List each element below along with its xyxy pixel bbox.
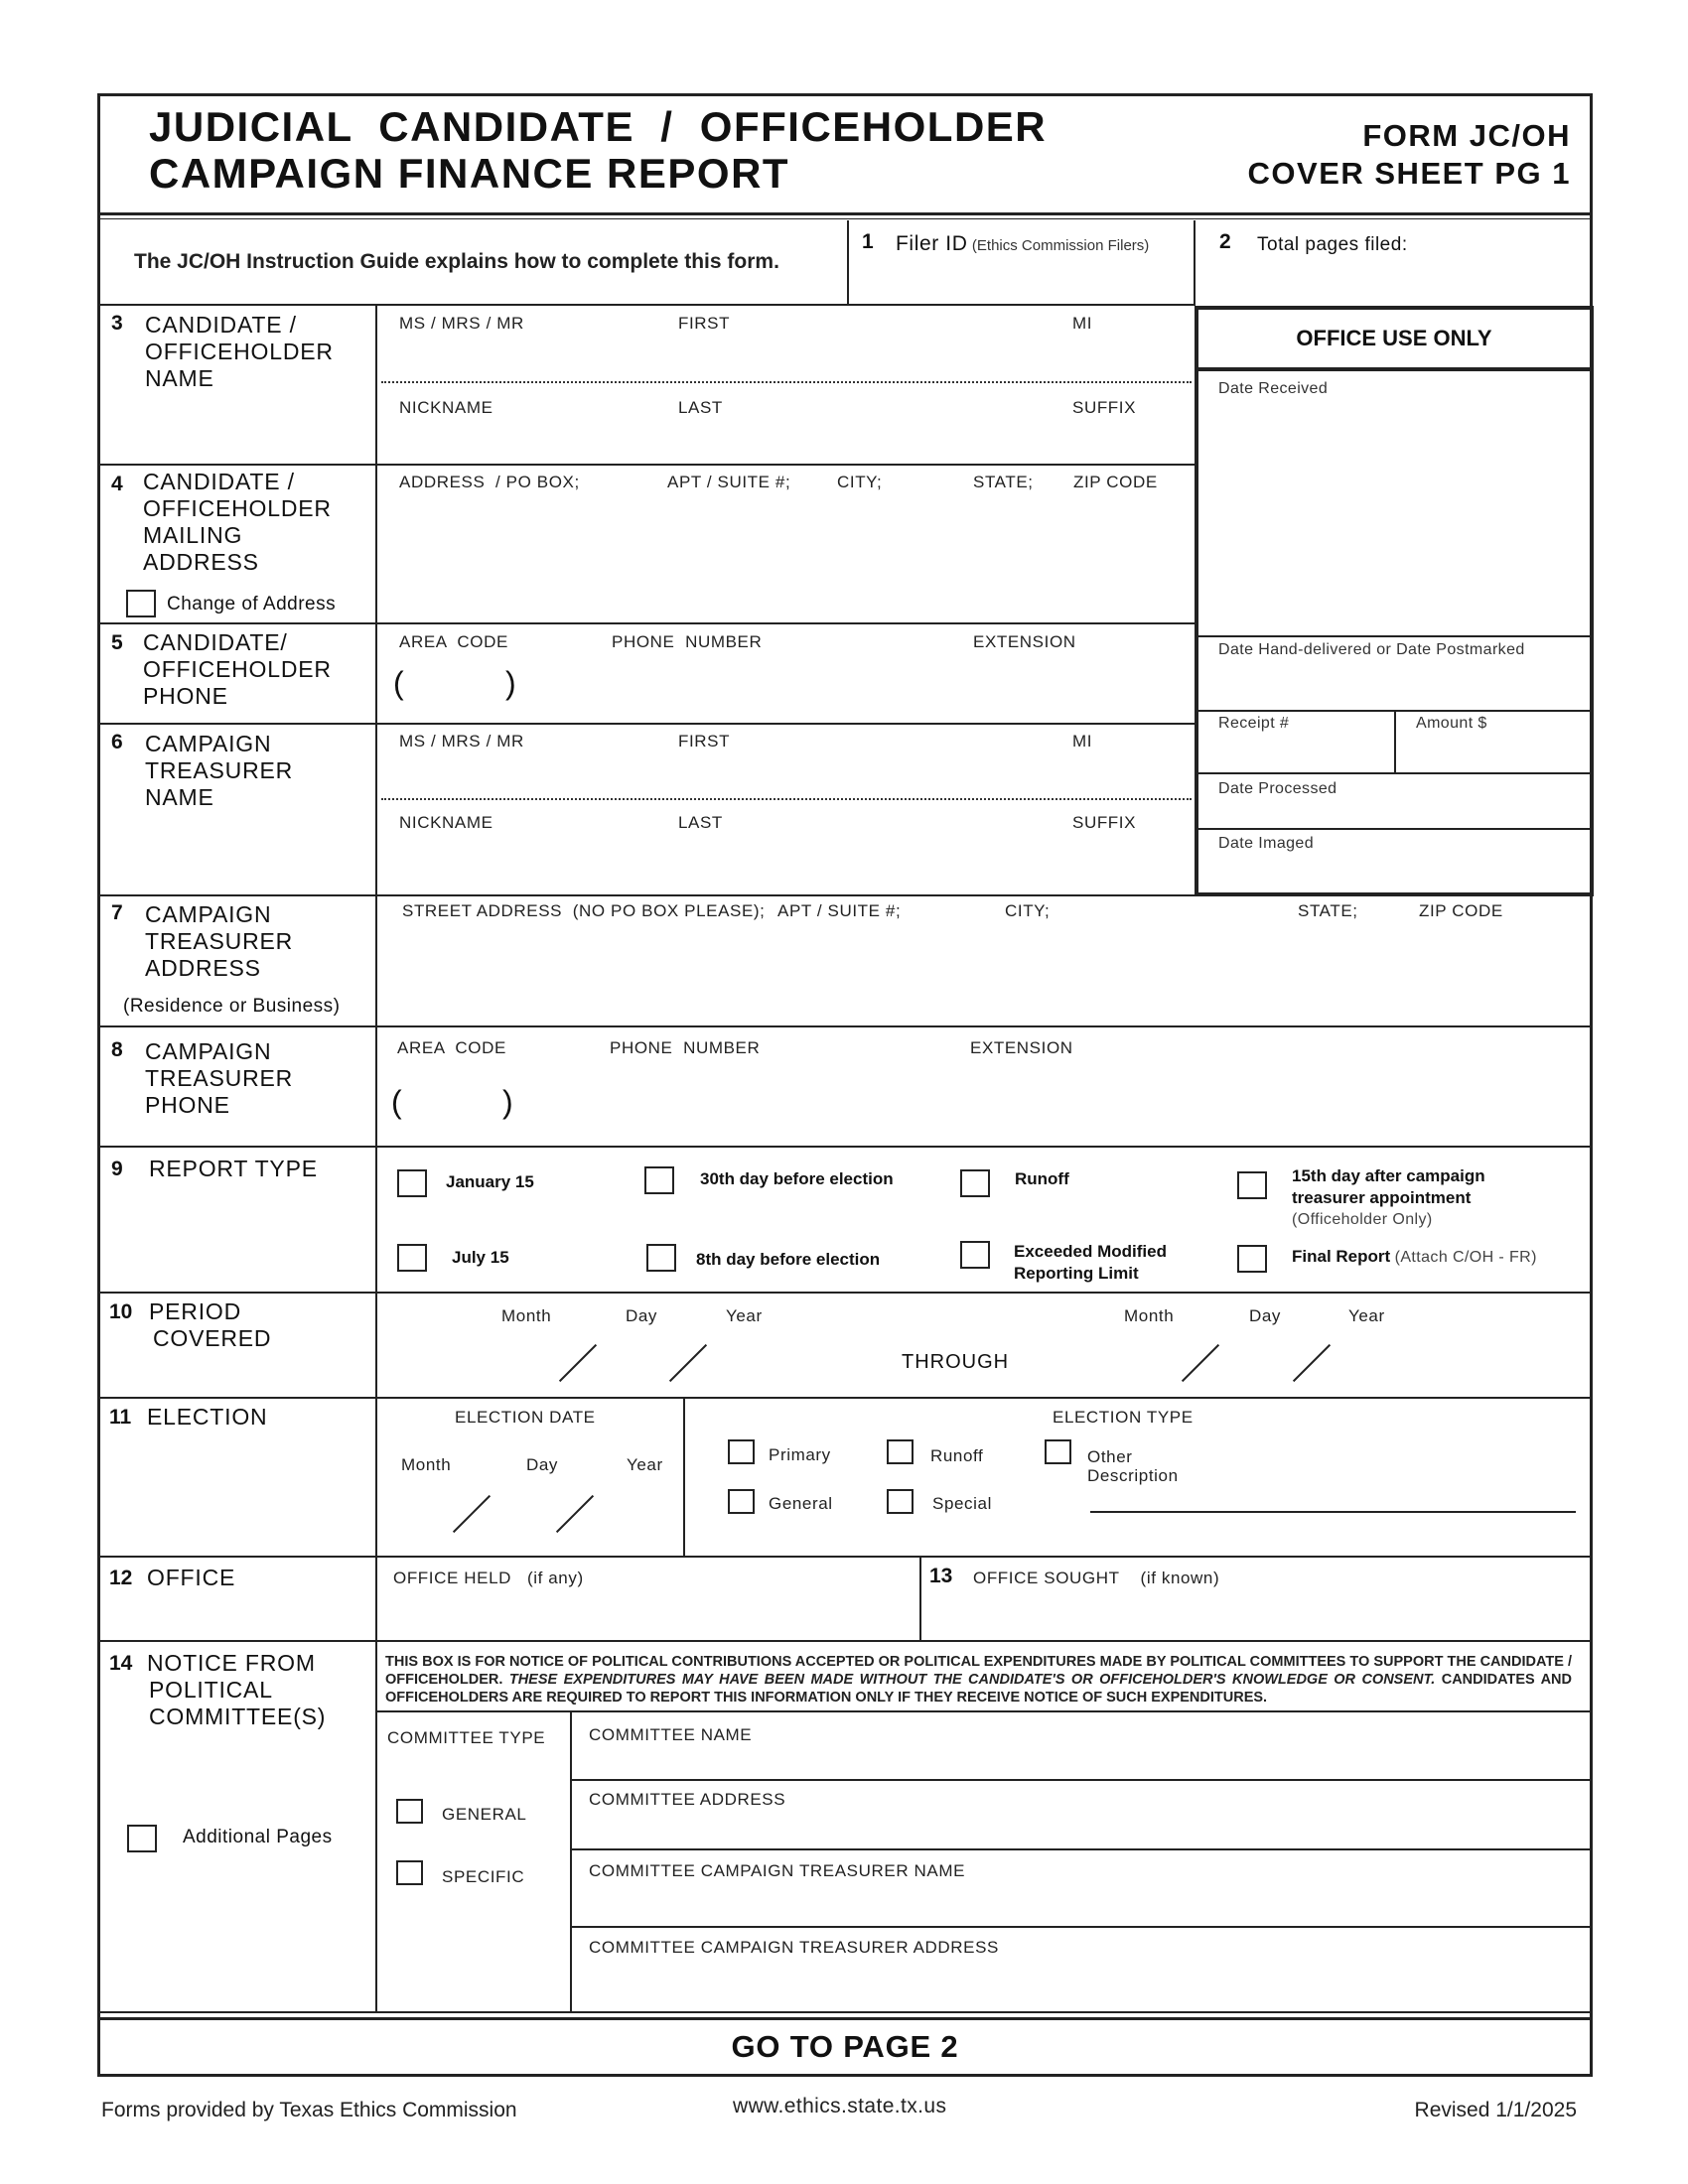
filer-id-field[interactable]: [860, 260, 1184, 300]
s6-suffix-label: SUFFIX: [1072, 813, 1137, 832]
section-13-number: 13: [929, 1565, 953, 1587]
section-5-number: 5: [111, 631, 123, 654]
election-date-title: ELECTION DATE: [455, 1408, 596, 1427]
exceeded-modified-limit-checkbox[interactable]: [960, 1241, 990, 1269]
committee-treasurer-address-label: COMMITTEE CAMPAIGN TREASURER ADDRESS: [589, 1938, 999, 1957]
total-pages-field[interactable]: [1400, 230, 1579, 280]
form-id-line-2: COVER SHEET PG 1: [1247, 156, 1571, 191]
election-year-label: Year: [627, 1455, 663, 1474]
july-15-label: July 15: [452, 1248, 509, 1267]
instruction-guide-text: The JC/OH Instruction Guide explains how to complete this form.: [134, 250, 779, 273]
15th-day-after-treasurer-label: 15th day after campaign treasurer appointment (Officeholder Only): [1292, 1166, 1485, 1228]
15th-day-after-treasurer-checkbox[interactable]: [1237, 1171, 1267, 1199]
date-imaged-label: Date Imaged: [1218, 835, 1315, 852]
s3-prefix-label: MS / MRS / MR: [399, 314, 524, 333]
s8-phone-number-label: PHONE NUMBER: [610, 1038, 761, 1057]
s6-last-label: LAST: [678, 813, 723, 832]
s8-area-code-label: AREA CODE: [397, 1038, 506, 1057]
section-8-label: CAMPAIGN TREASURER PHONE: [145, 1038, 294, 1118]
period-from-date-field[interactable]: [467, 1330, 794, 1380]
section-14-number: 14: [109, 1652, 133, 1675]
committee-name-field[interactable]: [586, 1747, 1579, 1777]
section-12-number: 12: [109, 1567, 133, 1589]
8th-day-before-election-label: 8th day before election: [696, 1250, 881, 1269]
period-from-day-label: Day: [626, 1306, 658, 1325]
committee-treasurer-name-label: COMMITTEE CAMPAIGN TREASURER NAME: [589, 1861, 966, 1880]
runoff-report-checkbox[interactable]: [960, 1169, 990, 1197]
runoff-election-checkbox[interactable]: [887, 1439, 914, 1464]
committee-address-label: COMMITTEE ADDRESS: [589, 1790, 786, 1809]
s5-phone-number-label: PHONE NUMBER: [612, 632, 763, 651]
field-2-number: 2: [1219, 230, 1231, 253]
s7-city-label: CITY;: [1005, 901, 1051, 920]
period-to-date-field[interactable]: [1092, 1330, 1420, 1380]
s3-nickname-label: NICKNAME: [399, 398, 493, 417]
s6-nickname-label: NICKNAME: [399, 813, 493, 832]
office-held-field[interactable]: [389, 1592, 914, 1640]
filer-id-label: Filer ID (Ethics Commission Filers): [896, 232, 1150, 255]
treasurer-name-first-line-field[interactable]: [387, 754, 1188, 794]
exceeded-modified-limit-label: Exceeded Modified Reporting Limit: [1014, 1242, 1167, 1283]
other-description-label: Other Description: [1087, 1447, 1179, 1485]
election-month-label: Month: [401, 1455, 452, 1474]
treasurer-phone-field[interactable]: [407, 1070, 1579, 1140]
s4-city-label: CITY;: [837, 473, 883, 491]
committee-treasurer-address-field[interactable]: [586, 1962, 1579, 2007]
period-from-month-label: Month: [501, 1306, 552, 1325]
section-8-number: 8: [111, 1038, 123, 1061]
s6-mi-label: MI: [1072, 732, 1093, 751]
date-processed-label: Date Processed: [1218, 780, 1337, 797]
s3-last-label: LAST: [678, 398, 723, 417]
other-description-field[interactable]: [1090, 1479, 1576, 1511]
section-7-label: CAMPAIGN TREASURER ADDRESS: [145, 901, 294, 981]
s4-apt-label: APT / SUITE #;: [667, 473, 791, 491]
july-15-checkbox[interactable]: [397, 1244, 427, 1272]
s3-first-label: FIRST: [678, 314, 731, 333]
other-election-checkbox[interactable]: [1045, 1439, 1071, 1464]
treasurer-address-field[interactable]: [387, 927, 1579, 1021]
section-7-number: 7: [111, 901, 123, 924]
runoff-election-label: Runoff: [930, 1446, 984, 1465]
s5-area-code-label: AREA CODE: [399, 632, 508, 651]
s4-address-label: ADDRESS / PO BOX;: [399, 473, 580, 491]
election-date-field[interactable]: [397, 1483, 675, 1535]
8th-day-before-election-checkbox[interactable]: [646, 1244, 676, 1272]
candidate-mailing-address-field[interactable]: [387, 498, 1188, 617]
final-report-checkbox[interactable]: [1237, 1245, 1267, 1273]
s7-residence-note: (Residence or Business): [123, 996, 341, 1017]
date-received-label: Date Received: [1218, 380, 1329, 397]
election-day-label: Day: [526, 1455, 559, 1474]
committee-name-label: COMMITTEE NAME: [589, 1725, 753, 1744]
specific-committee-label: SPECIFIC: [442, 1867, 525, 1886]
receipt-label: Receipt #: [1218, 715, 1290, 732]
january-15-checkbox[interactable]: [397, 1169, 427, 1197]
s6-prefix-label: MS / MRS / MR: [399, 732, 524, 751]
section-5-label: CANDIDATE/ OFFICEHOLDER PHONE: [143, 629, 332, 709]
primary-checkbox[interactable]: [728, 1439, 755, 1464]
form-id: [1248, 117, 1571, 193]
candidate-phone-field[interactable]: [407, 661, 1188, 713]
specific-committee-checkbox[interactable]: [396, 1860, 423, 1885]
committee-address-field[interactable]: [586, 1813, 1579, 1846]
runoff-report-label: Runoff: [1015, 1169, 1069, 1188]
section-3-label: CANDIDATE / OFFICEHOLDER NAME: [145, 312, 334, 391]
political-committee-notice: THIS BOX IS FOR NOTICE OF POLITICAL CONTRIBUTIONS ACCEPTED OR POLITICAL EXPENDITURES MADE BY POLITICAL COMMITTEES TO SUPPORT THE CANDIDATE / OFFICEHOLDER. THESE EXPENDITURES MAY HAVE BEEN MADE WITHOUT THE CANDIDATE'S OR OFFICEHOLDER'S KNOWLEDGE OR CONSENT. CANDIDATES AND OFFICEHOLDERS ARE REQUIRED TO REPORT THIS INFORMATION ONLY IF THEY RECEIVE NOTICE OF SUCH EXPENDITURES.: [385, 1654, 1572, 1706]
total-pages-label: Total pages filed:: [1257, 234, 1408, 255]
s4-zip-label: ZIP CODE: [1073, 473, 1158, 491]
s8-paren-open: (: [391, 1084, 402, 1120]
footer-provider: Forms provided by Texas Ethics Commission: [101, 2099, 517, 2121]
additional-pages-checkbox[interactable]: [127, 1825, 157, 1852]
s3-mi-label: MI: [1072, 314, 1093, 333]
special-election-label: Special: [932, 1494, 992, 1513]
date-hand-delivered-label: Date Hand-delivered or Date Postmarked: [1218, 641, 1525, 658]
section-4-number: 4: [111, 473, 123, 495]
general-election-checkbox[interactable]: [728, 1489, 755, 1514]
section-3-number: 3: [111, 312, 123, 335]
section-6-number: 6: [111, 731, 123, 753]
special-election-checkbox[interactable]: [887, 1489, 914, 1514]
s8-extension-label: EXTENSION: [970, 1038, 1073, 1057]
office-held-label: OFFICE HELD (if any): [393, 1569, 584, 1587]
go-to-page-2: GO TO PAGE 2: [731, 2029, 959, 2064]
section-6-label: CAMPAIGN TREASURER NAME: [145, 731, 294, 810]
s6-first-label: FIRST: [678, 732, 731, 751]
section-9-label: REPORT TYPE: [149, 1156, 318, 1181]
candidate-name-second-line-field[interactable]: [387, 421, 1188, 461]
s7-street-label: STREET ADDRESS (NO PO BOX PLEASE);: [402, 901, 766, 920]
period-to-year-label: Year: [1348, 1306, 1385, 1325]
30th-day-before-election-label: 30th day before election: [700, 1169, 894, 1188]
change-of-address-label: Change of Address: [167, 594, 337, 614]
final-report-label: Final Report (Attach C/OH - FR): [1292, 1247, 1537, 1266]
change-of-address-checkbox[interactable]: [126, 590, 156, 617]
section-10-number: 10: [109, 1300, 133, 1323]
section-11-number: 11: [109, 1406, 132, 1429]
treasurer-name-second-line-field[interactable]: [387, 836, 1188, 887]
form-id-line-1: FORM JC/OH: [1362, 118, 1571, 153]
title-line-1: JUDICIAL CANDIDATE / OFFICEHOLDER: [149, 103, 1048, 150]
s5-paren-close: ): [505, 665, 516, 701]
s5-paren-open: (: [393, 665, 404, 701]
s8-paren-close: ): [502, 1084, 513, 1120]
office-sought-label: OFFICE SOUGHT (if known): [973, 1569, 1220, 1587]
s7-zip-label: ZIP CODE: [1419, 901, 1503, 920]
form-title: [149, 103, 1047, 197]
period-to-month-label: Month: [1124, 1306, 1175, 1325]
s3-suffix-label: SUFFIX: [1072, 398, 1137, 417]
office-use-title: OFFICE USE ONLY: [1296, 326, 1492, 350]
section-4-label: CANDIDATE / OFFICEHOLDER MAILING ADDRESS: [143, 469, 332, 575]
title-line-2: CAMPAIGN FINANCE REPORT: [149, 150, 790, 197]
additional-pages-label: Additional Pages: [183, 1827, 333, 1847]
general-committee-label: GENERAL: [442, 1805, 527, 1824]
office-sought-field[interactable]: [933, 1592, 1579, 1640]
general-election-label: General: [769, 1494, 833, 1513]
committee-type-label: COMMITTEE TYPE: [387, 1728, 546, 1747]
committee-treasurer-name-field[interactable]: [586, 1884, 1579, 1922]
section-10-label: PERIOD COVERED: [149, 1298, 272, 1351]
period-from-year-label: Year: [726, 1306, 763, 1325]
election-type-title: ELECTION TYPE: [1053, 1408, 1194, 1427]
through-label: THROUGH: [902, 1351, 1010, 1373]
s5-extension-label: EXTENSION: [973, 632, 1076, 651]
section-14-label: NOTICE FROM POLITICAL COMMITTEE(S): [147, 1650, 327, 1729]
section-11-label: ELECTION: [147, 1404, 268, 1430]
30th-day-before-election-checkbox[interactable]: [644, 1166, 674, 1194]
candidate-name-first-line-field[interactable]: [387, 338, 1188, 377]
footer-website: www.ethics.state.tx.us: [733, 2095, 947, 2117]
amount-label: Amount $: [1416, 715, 1487, 732]
january-15-label: January 15: [446, 1172, 534, 1191]
s7-state-label: STATE;: [1298, 901, 1358, 920]
period-to-day-label: Day: [1249, 1306, 1282, 1325]
footer-revised: Revised 1/1/2025: [1414, 2099, 1577, 2121]
s7-apt-label: APT / SUITE #;: [777, 901, 902, 920]
general-committee-checkbox[interactable]: [396, 1799, 423, 1824]
field-1-number: 1: [862, 230, 874, 253]
s4-state-label: STATE;: [973, 473, 1034, 491]
section-12-label: OFFICE: [147, 1565, 236, 1590]
primary-label: Primary: [769, 1445, 831, 1464]
section-9-number: 9: [111, 1158, 123, 1180]
